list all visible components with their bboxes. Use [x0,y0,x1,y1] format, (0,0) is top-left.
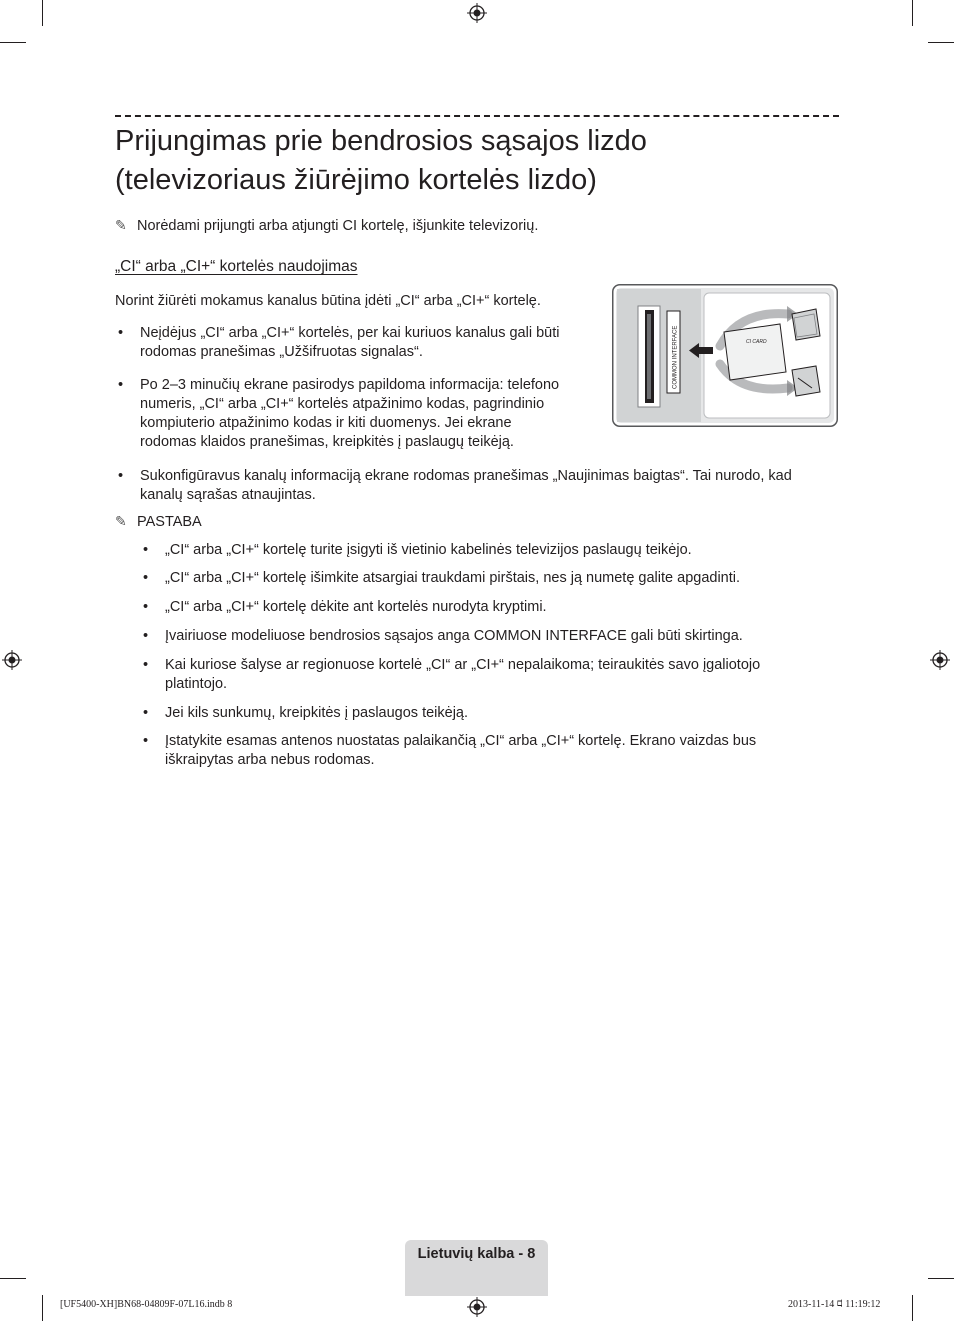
registration-mark-icon [930,650,950,670]
note-item: • „CI“ arba „CI+“ kortelę išimkite atsargiai traukdami pirštais, nes ją numetę galite apgadinti. [143,570,741,586]
note-title: PASTABA [137,514,202,530]
note-header [115,512,202,532]
bullet-icon: • [143,733,149,749]
note-item: • Kai kuriose šalyse ar regionuose kortelė „CI“ ar „CI+“ nepalaikoma; teiraukitės savo įgaliotojo platintojo. [143,657,761,692]
bullet-icon: • [118,377,124,393]
note-item: • „CI“ arba „CI+“ kortelę dėkite ant kortelės nurodyta kryptimi. [143,599,547,615]
registration-mark-icon [2,650,22,670]
crop-mark [42,0,43,26]
list-item: • Sukonfigūravus kanalų informaciją ekrane rodomas pranešimas „Naujinimas baigtas“. Tai nurodo, kad kanalų sąrašas atnaujintas. [118,468,792,503]
crop-mark [928,1278,954,1279]
note-item: • Įstatykite esamas antenos nuostatas palaikančią „CI“ arba „CI+“ kortelę. Ekrano vaizdas bus iškraipytas arba nebus rodomas. [143,733,757,768]
list-item: • Neįdėjus „CI“ arba „CI+“ kortelės, per kai kuriuos kanalus gali būti rodomas pranešimas „Užšifruotas signalas“. [118,325,560,360]
crop-mark [928,42,954,43]
pencil-note-icon: ✎ [115,217,127,233]
section-lead: Norint žiūrėti mokamus kanalus būtina įdėti „CI“ arba „CI+“ kortelę. [115,293,541,309]
section-title: „CI“ arba „CI+“ kortelės naudojimas [115,258,358,275]
bullet-icon: • [143,657,149,673]
print-slug-right: 2013-11-14 ꕼ 11:19:12 [788,1299,881,1310]
crop-mark [0,42,26,43]
note-item: • „CI“ arba „CI+“ kortelę turite įsigyti iš vietinio kabelinės televizijos paslaugų teikėjo. [143,542,692,558]
page-title [115,122,855,200]
pencil-note-icon: ✎ [115,513,127,529]
ci-card-insertion-diagram [612,284,838,427]
page-title-line: (televizoriaus žiūrėjimo kortelės lizdo) [115,164,597,196]
bullet-icon: • [143,705,149,721]
registration-mark-icon [467,3,487,23]
intro-note [115,216,538,236]
list-item: • Po 2–3 minučių ekrane pasirodys papildoma informacija: telefono numeris, „CI“ arba „CI+“ kortelės atpažinimo kodas, pagrindinio kompiuterio atpažinimo kodas ir kiti duomenys. Jei ekrane rodomas klaidos pranešimas, kreipkitės į paslaugų teikėją. [118,377,560,450]
card-label: CI CARD [746,339,767,345]
bullet-icon: • [143,570,149,586]
bullet-icon: • [143,599,149,615]
bullet-icon: • [118,468,124,484]
page-number: Lietuvių kalba - 8 [417,1246,536,1262]
bullet-icon: • [143,628,149,644]
registration-mark-icon [467,1297,487,1317]
print-slug-left: [UF5400-XH]BN68-04809F-07L16.indb 8 [60,1299,233,1310]
intro-note-text: Norėdami prijungti arba atjungti CI kortelę, išjunkite televizorių. [137,218,539,234]
crop-mark [912,1295,913,1321]
bullet-icon: • [143,542,149,558]
crop-mark [912,0,913,26]
slot-label: COMMON INTERFACE [672,325,679,389]
crop-mark [0,1278,26,1279]
note-item: • Įvairiuose modeliuose bendrosios sąsajos anga COMMON INTERFACE gali būti skirtinga. [143,628,743,644]
section-divider [115,115,839,117]
bullet-icon: • [118,325,124,341]
page-title-line: Prijungimas prie bendrosios sąsajos lizdo [115,125,647,157]
crop-mark [42,1295,43,1321]
note-item: • Jei kils sunkumų, kreipkitės į paslaugos teikėją. [143,705,469,721]
insert-arrow-icon [697,347,713,354]
